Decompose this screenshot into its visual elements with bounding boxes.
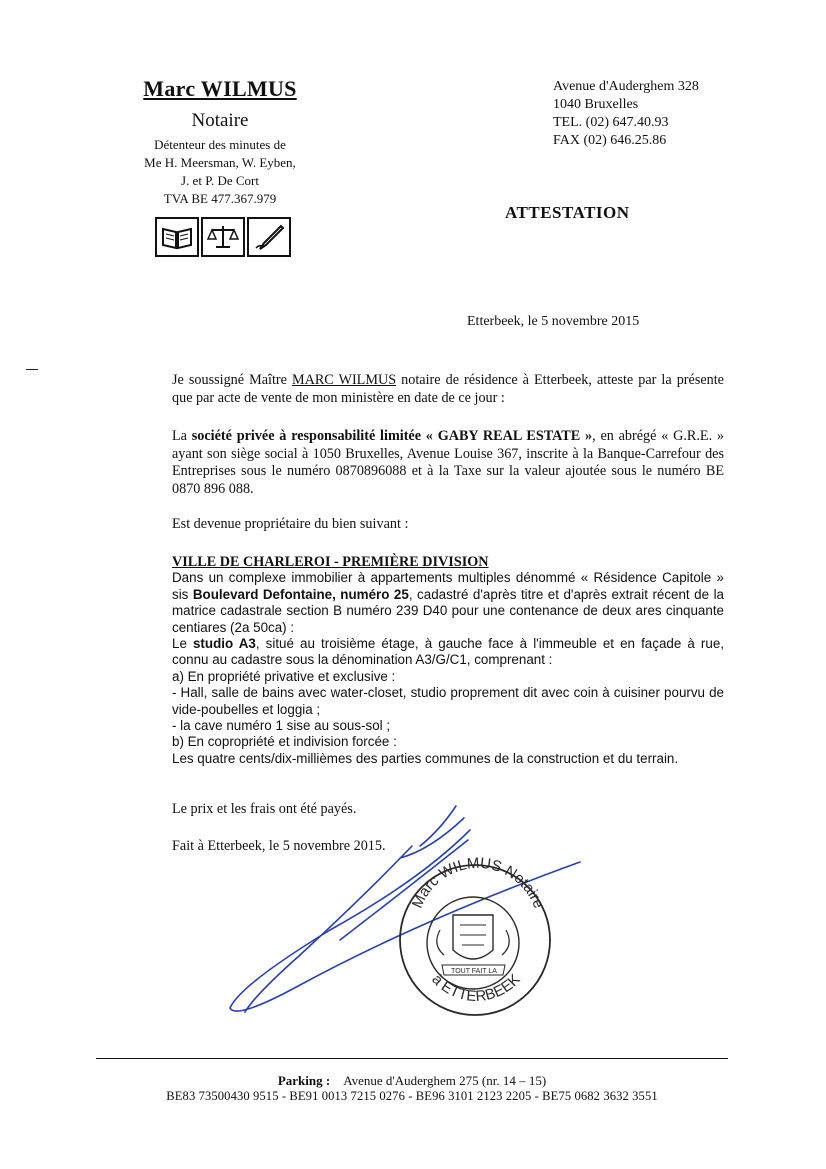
property-building: Dans un complexe immobilier à appartements multiples dénommé « Résidence Capitole » sis Boulevard Defontaine, numéro 25, cadastré d'après titre et d'après extrait récent de la matrice cadastrale section B numéro 239 D40 pour une contenance de deux ares cinquante centiares (2a 50ca) : bbox=[172, 570, 724, 635]
buyer-company: société privée à responsabilité limitée « GABY REAL ESTATE » bbox=[191, 428, 593, 444]
address-street: Avenue d'Auderghem 328 bbox=[553, 79, 699, 94]
unit-name: studio A3 bbox=[192, 636, 256, 652]
minutes-line-3: J. et P. De Cort bbox=[181, 173, 259, 188]
notary-name: Marc WILMUS bbox=[143, 76, 297, 101]
address-city: 1040 Bruxelles bbox=[553, 97, 639, 112]
paragraph-owner: Est devenue propriétaire du bien suivant : bbox=[172, 516, 409, 532]
document-title: ATTESTATION bbox=[505, 203, 630, 222]
payment-statement: Le prix et les frais ont été payés. bbox=[172, 801, 357, 817]
paragraph-declaration: Je soussigné Maître MARC WILMUS notaire de résidence à Etterbeek, atteste par la présente que par acte de vente de mon ministère en date de ce jour : bbox=[172, 372, 724, 406]
seal-text-bottom: à ETTERBEEK bbox=[428, 970, 524, 1006]
notary-title: Notaire bbox=[191, 110, 249, 131]
handwritten-signature bbox=[230, 806, 580, 1012]
parking-address: Avenue d'Auderghem 275 (nr. 14 – 15) bbox=[343, 1073, 547, 1088]
parking-label: Parking : bbox=[277, 1073, 331, 1088]
footer-bank-accounts: BE83 73500430 9515 - BE91 0013 7215 0276 - BE96 3101 2123 2205 - BE75 0682 3632 3551 bbox=[166, 1089, 658, 1103]
co-ownership-heading: b) En copropriété et indivision forcée : bbox=[172, 734, 397, 750]
footer-parking bbox=[96, 1073, 728, 1089]
private-ownership-heading: a) En propriété privative et exclusive : bbox=[172, 668, 396, 684]
seal-motto: TOUT FAIT LA bbox=[451, 968, 497, 975]
minutes-line-2: Me H. Meersman, W. Eyben, bbox=[144, 155, 296, 170]
paragraph-buyer: La société privée à responsabilité limitée « GABY REAL ESTATE », en abrégé « G.R.E. » ayant son siège social à 1050 Bruxelles, Avenue Louise 367, inscrite à la Banque-Carrefour des Entreprises sous le numéro 0870896088 et à la Taxe sur la valeur ajoutée sous le numéro BE 0870 896 088. bbox=[172, 428, 724, 497]
address-fax: FAX (02) 646.25.86 bbox=[553, 133, 667, 148]
common-parts: Les quatre cents/dix-millièmes des parties communes de la construction et du terrain. bbox=[172, 750, 679, 766]
notary-name-inline: MARC WILMUS bbox=[291, 372, 397, 388]
property-unit: Le studio A3, situé au troisième étage, à gauche face à l'immeuble et en façade à rue, connu au cadastre sous la dénomination A3/G/C1, comprenant : bbox=[172, 636, 724, 668]
cellar-line: - la cave numéro 1 sise au sous-sol ; bbox=[172, 718, 391, 734]
footer-divider bbox=[96, 1058, 728, 1059]
address-tel: TEL. (02) 647.40.93 bbox=[553, 115, 669, 130]
place-date-signed: Fait à Etterbeek, le 5 novembre 2015. bbox=[172, 838, 386, 854]
seal-text-top: Marc WILMUS Notaire bbox=[408, 854, 548, 911]
section-heading: VILLE DE CHARLEROI - PREMIÈRE DIVISION bbox=[172, 554, 489, 570]
document-date: Etterbeek, le 5 novembre 2015 bbox=[467, 314, 640, 329]
minutes-line-1: Détenteur des minutes de bbox=[154, 137, 286, 152]
private-parts: - Hall, salle de bains avec water-closet, studio proprement dit avec coin à cuisiner pourvu de vide-poubelles et loggia ; bbox=[172, 685, 724, 717]
property-address: Boulevard Defontaine, numéro 25 bbox=[192, 586, 409, 602]
tva-number: TVA BE 477.367.979 bbox=[163, 191, 277, 206]
